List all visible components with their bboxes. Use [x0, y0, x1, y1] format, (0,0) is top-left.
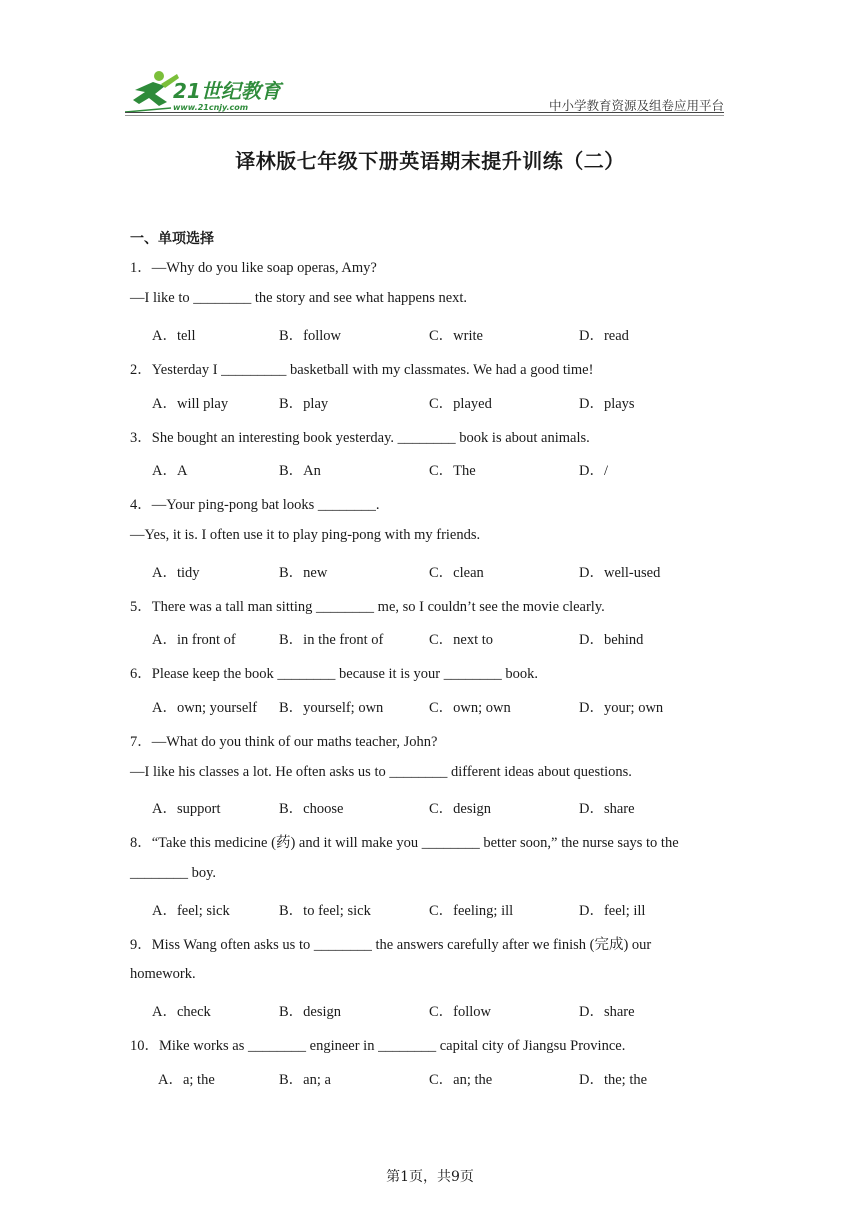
option-a[interactable]: A．check	[152, 1004, 211, 1020]
option-b[interactable]: B．to feel; sick	[279, 903, 371, 919]
question-4-options	[152, 561, 712, 581]
option-a[interactable]: A．tell	[152, 328, 196, 344]
option-b[interactable]: B．design	[279, 1004, 342, 1020]
option-a[interactable]: A．feel; sick	[152, 903, 230, 919]
site-logo	[125, 68, 295, 114]
question-1-stem: 1．—Why do you like soap operas, Amy?	[130, 260, 377, 276]
question-5-options	[152, 628, 712, 648]
page-header	[125, 68, 724, 116]
question-7-stem: 7．—What do you think of our maths teacher, John?	[130, 734, 438, 750]
option-b[interactable]: B．play	[279, 396, 329, 412]
option-b[interactable]: B．new	[279, 565, 328, 581]
question-9-options	[152, 1000, 712, 1020]
option-d[interactable]: D．share	[579, 801, 635, 817]
site-name: 中小学教育资源及组卷应用平台	[548, 98, 724, 113]
question-7-stem-line2: —I like his classes a lot. He often asks us to ________ different ideas about questions.	[130, 764, 632, 780]
question-9-stem: 9．Miss Wang often asks us to ________ the answers carefully after we finish (完成) our	[130, 937, 652, 953]
question-9-stem-line2: homework.	[130, 966, 196, 982]
option-b[interactable]: B．an; a	[279, 1072, 331, 1088]
question-8-stem: 8．“Take this medicine (药) and it will make you ________ better soon,” the nurse says to the	[130, 835, 679, 851]
option-c[interactable]: C．The	[429, 463, 476, 479]
question-1-options	[152, 324, 712, 344]
question-6-stem: 6．Please keep the book ________ because it is your ________ book.	[130, 666, 538, 682]
option-c[interactable]: C．an; the	[429, 1072, 493, 1088]
page-number: 第1页，共9页	[386, 1169, 474, 1185]
option-d[interactable]: D．behind	[579, 632, 644, 648]
header-divider	[125, 112, 724, 113]
section-heading: 一、单项选择	[130, 231, 214, 247]
question-2-options	[152, 392, 712, 412]
question-6-options	[152, 696, 712, 716]
question-7-options	[152, 797, 712, 817]
option-b[interactable]: B．yourself; own	[279, 700, 384, 716]
question-10-options	[158, 1068, 718, 1088]
question-1-stem-line2: —I like to ________ the story and see what happens next.	[130, 290, 468, 306]
option-a[interactable]: A．will play	[152, 396, 229, 412]
option-a[interactable]: A．A	[152, 463, 188, 479]
question-10-stem: 10．Mike works as ________ engineer in ________ capital city of Jiangsu Province.	[130, 1038, 626, 1054]
option-a[interactable]: A．own; yourself	[152, 700, 258, 716]
header-divider-thin	[125, 115, 724, 116]
question-3-stem: 3．She bought an interesting book yesterday. ________ book is about animals.	[130, 430, 590, 446]
option-c[interactable]: C．clean	[429, 565, 484, 581]
option-a[interactable]: A．tidy	[152, 565, 200, 581]
option-b[interactable]: B．follow	[279, 328, 342, 344]
option-d[interactable]: D．/	[579, 463, 608, 479]
option-c[interactable]: C．played	[429, 396, 492, 412]
option-d[interactable]: D．your; own	[579, 700, 664, 716]
question-8-stem-line2: ________ boy.	[130, 865, 217, 881]
logo-url: www.21cnjy.com	[173, 103, 249, 112]
question-4-stem-line2: —Yes, it is. I often use it to play ping-pong with my friends.	[130, 527, 481, 543]
question-3-options	[152, 459, 712, 479]
question-8-options	[152, 899, 712, 919]
option-b[interactable]: B．choose	[279, 801, 344, 817]
option-d[interactable]: D．the; the	[579, 1072, 648, 1088]
option-a[interactable]: A．in front of	[152, 632, 236, 648]
option-a[interactable]: A．support	[152, 801, 221, 817]
option-d[interactable]: D．feel; ill	[579, 903, 646, 919]
option-d[interactable]: D．plays	[579, 396, 635, 412]
option-c[interactable]: C．write	[429, 328, 483, 344]
option-c[interactable]: C．own; own	[429, 700, 511, 716]
option-c[interactable]: C．follow	[429, 1004, 492, 1020]
logo-wordmark: 21世纪教育	[173, 79, 281, 103]
question-5-stem: 5．There was a tall man sitting ________ me, so I couldn’t see the movie clearly.	[130, 599, 605, 615]
question-2-stem: 2．Yesterday I _________ basketball with my classmates. We had a good time!	[130, 362, 594, 378]
option-b[interactable]: B．An	[279, 463, 321, 479]
option-c[interactable]: C．design	[429, 801, 492, 817]
option-c[interactable]: C．next to	[429, 632, 494, 648]
option-d[interactable]: D．read	[579, 328, 629, 344]
option-d[interactable]: D．share	[579, 1004, 635, 1020]
option-a[interactable]: A．a; the	[158, 1072, 215, 1088]
option-b[interactable]: B．in the front of	[279, 632, 384, 648]
option-c[interactable]: C．feeling; ill	[429, 903, 514, 919]
option-d[interactable]: D．well-used	[579, 565, 661, 581]
page-title: 译林版七年级下册英语期末提升训练（二）	[235, 149, 625, 173]
question-4-stem: 4．—Your ping-pong bat looks ________.	[130, 497, 380, 513]
